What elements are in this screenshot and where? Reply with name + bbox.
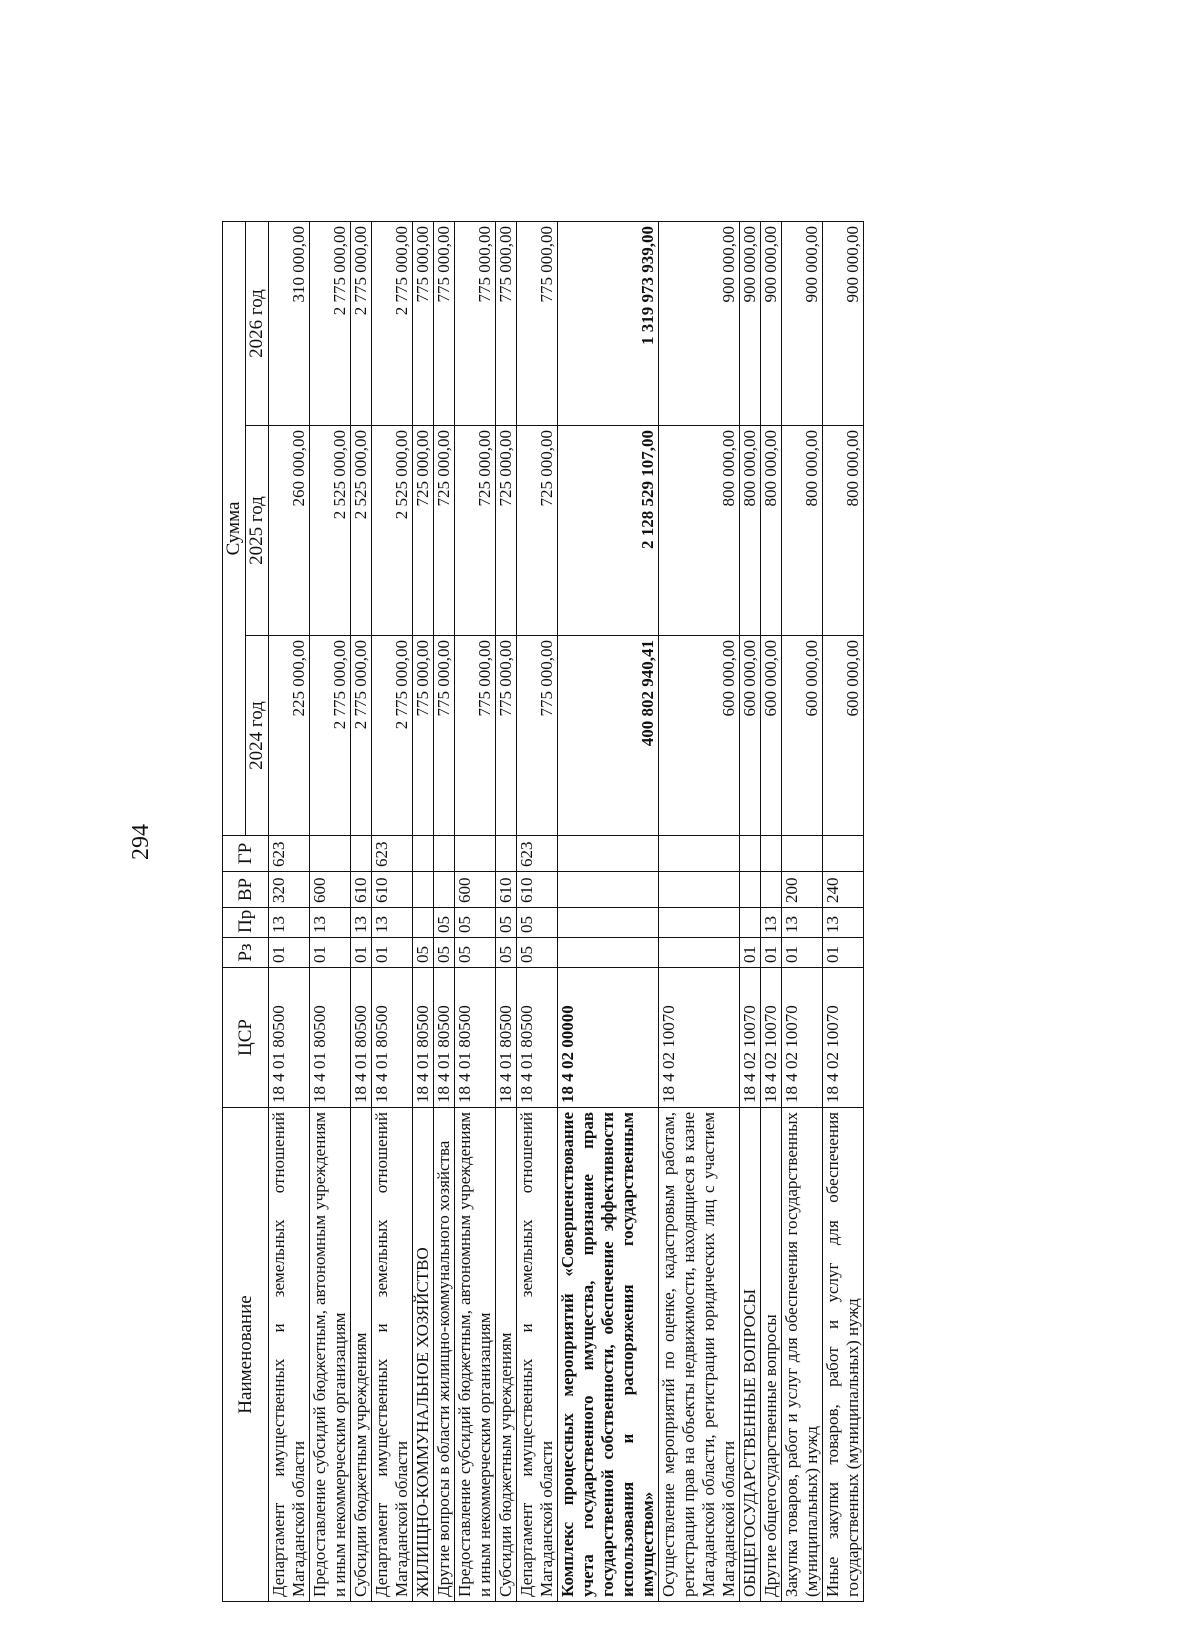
- row-name-cell: Иные закупки товаров, работ и услуг для обеспечения государственных (муниципальных) нужд: [823, 1108, 864, 1602]
- row-csr-cell: 18 4 02 10070: [823, 968, 864, 1108]
- row-gr-cell: [823, 836, 864, 872]
- row-name-cell: Закупка товаров, работ и услуг для обеспечения государственных (муниципальных) нужд: [782, 1108, 823, 1602]
- row-csr-cell: 18 4 01 80500: [372, 968, 413, 1108]
- row-2025-cell: 2 525 000,00: [372, 426, 413, 636]
- row-2026-cell: 2 775 000,00: [372, 222, 413, 426]
- row-rz-cell: 01: [823, 938, 864, 968]
- row-gr-cell: 623: [269, 836, 310, 872]
- row-2026-cell: 900 000,00: [782, 222, 823, 426]
- row-gr-cell: [434, 836, 455, 872]
- row-2024-cell: 600 000,00: [740, 636, 761, 836]
- row-2026-cell: 2 775 000,00: [351, 222, 372, 426]
- row-pr-cell: 05: [434, 908, 455, 938]
- row-2024-cell: 400 802 940,41: [558, 636, 659, 836]
- row-name-cell: Комплекс процессных мероприятий «Совершенствование учета государственного имущества, признание прав государственной собственности, обеспечение эффективности использования и распоряжения государственным имуществом»: [558, 1108, 659, 1602]
- row-name-cell: Другие вопросы в области жилищно-коммунального хозяйства: [434, 1108, 455, 1602]
- header-csr: ЦСР: [223, 968, 269, 1108]
- row-rz-cell: 05: [517, 938, 558, 968]
- row-name-cell: Субсидии бюджетным учреждениям: [496, 1108, 517, 1602]
- table-row: [517, 222, 558, 1602]
- header-name: Наименование: [223, 1108, 269, 1602]
- row-2026-cell: 900 000,00: [740, 222, 761, 426]
- row-name-cell: Предоставление субсидий бюджетным, автономным учреждениям и иным некоммерческим организациям: [455, 1108, 496, 1602]
- row-csr-cell: 18 4 01 80500: [434, 968, 455, 1108]
- row-csr-cell: 18 4 01 80500: [310, 968, 351, 1108]
- row-2024-cell: 775 000,00: [496, 636, 517, 836]
- row-name-cell: Субсидии бюджетным учреждениям: [351, 1108, 372, 1602]
- header-vr: ВР: [223, 872, 269, 908]
- row-csr-cell: 18 4 02 10070: [659, 968, 740, 1108]
- table-body: [269, 222, 864, 1602]
- row-vr-cell: 600: [310, 872, 351, 908]
- row-pr-cell: 05: [517, 908, 558, 938]
- row-vr-cell: [740, 872, 761, 908]
- row-gr-cell: [558, 836, 659, 872]
- row-2024-cell: 2 775 000,00: [372, 636, 413, 836]
- row-2025-cell: 725 000,00: [434, 426, 455, 636]
- row-name-cell: ЖИЛИЩНО-КОММУНАЛЬНОЕ ХОЗЯЙСТВО: [413, 1108, 434, 1602]
- row-gr-cell: [351, 836, 372, 872]
- row-pr-cell: 13: [782, 908, 823, 938]
- table-row: [372, 222, 413, 1602]
- row-gr-cell: [761, 836, 782, 872]
- row-pr-cell: [413, 908, 434, 938]
- row-2024-cell: 600 000,00: [782, 636, 823, 836]
- row-2025-cell: 800 000,00: [761, 426, 782, 636]
- row-pr-cell: 13: [372, 908, 413, 938]
- table-row: [434, 222, 455, 1602]
- row-2026-cell: 2 775 000,00: [310, 222, 351, 426]
- row-vr-cell: 320: [269, 872, 310, 908]
- row-2025-cell: 800 000,00: [782, 426, 823, 636]
- row-rz-cell: 05: [434, 938, 455, 968]
- row-vr-cell: [659, 872, 740, 908]
- row-csr-cell: 18 4 02 10070: [782, 968, 823, 1108]
- row-pr-cell: 13: [823, 908, 864, 938]
- row-gr-cell: [310, 836, 351, 872]
- row-2026-cell: 775 000,00: [434, 222, 455, 426]
- header-2024: 2024 год: [246, 636, 269, 836]
- row-vr-cell: [413, 872, 434, 908]
- row-2026-cell: 1 319 973 939,00: [558, 222, 659, 426]
- row-2024-cell: 2 775 000,00: [310, 636, 351, 836]
- row-rz-cell: 01: [782, 938, 823, 968]
- row-rz-cell: 01: [351, 938, 372, 968]
- row-rz-cell: [659, 938, 740, 968]
- row-name-cell: Осуществление мероприятий по оценке, кадастровым работам, регистрации прав на объекты недвижимости, находящиеся в казне Магаданской области, регистрации юридических лиц с участием Магаданской области: [659, 1108, 740, 1602]
- row-gr-cell: 623: [372, 836, 413, 872]
- row-pr-cell: 13: [269, 908, 310, 938]
- row-2026-cell: 775 000,00: [455, 222, 496, 426]
- row-2024-cell: 600 000,00: [659, 636, 740, 836]
- row-2024-cell: 775 000,00: [455, 636, 496, 836]
- budget-table: [222, 221, 864, 1602]
- table-row: [496, 222, 517, 1602]
- row-csr-cell: 18 4 01 80500: [517, 968, 558, 1108]
- row-csr-cell: 18 4 01 80500: [269, 968, 310, 1108]
- row-vr-cell: [761, 872, 782, 908]
- row-gr-cell: [782, 836, 823, 872]
- row-2024-cell: 600 000,00: [823, 636, 864, 836]
- row-csr-cell: 18 4 02 10070: [761, 968, 782, 1108]
- row-2026-cell: 900 000,00: [659, 222, 740, 426]
- row-2026-cell: 775 000,00: [496, 222, 517, 426]
- table-row: [823, 222, 864, 1602]
- row-vr-cell: 600: [455, 872, 496, 908]
- row-2024-cell: 2 775 000,00: [351, 636, 372, 836]
- row-csr-cell: 18 4 01 80500: [455, 968, 496, 1108]
- row-2024-cell: 600 000,00: [761, 636, 782, 836]
- row-2024-cell: 775 000,00: [413, 636, 434, 836]
- row-vr-cell: 610: [351, 872, 372, 908]
- row-name-cell: Департамент имущественных и земельных отношений Магаданской области: [517, 1108, 558, 1602]
- table-row: [413, 222, 434, 1602]
- row-vr-cell: [558, 872, 659, 908]
- row-2025-cell: 260 000,00: [269, 426, 310, 636]
- row-2025-cell: 725 000,00: [496, 426, 517, 636]
- table-row: [761, 222, 782, 1602]
- row-rz-cell: 05: [413, 938, 434, 968]
- row-2026-cell: 900 000,00: [761, 222, 782, 426]
- row-pr-cell: 13: [351, 908, 372, 938]
- row-name-cell: Департамент имущественных и земельных отношений Магаданской области: [269, 1108, 310, 1602]
- table-row: [269, 222, 310, 1602]
- row-name-cell: Предоставление субсидий бюджетным, автономным учреждениям и иным некоммерческим организациям: [310, 1108, 351, 1602]
- row-pr-cell: 05: [496, 908, 517, 938]
- page-number: 294: [128, 824, 154, 860]
- row-2025-cell: 2 525 000,00: [351, 426, 372, 636]
- row-rz-cell: 01: [310, 938, 351, 968]
- row-csr-cell: 18 4 02 00000: [558, 968, 659, 1108]
- row-gr-cell: [496, 836, 517, 872]
- row-2024-cell: 775 000,00: [517, 636, 558, 836]
- row-2024-cell: 225 000,00: [269, 636, 310, 836]
- row-pr-cell: 13: [310, 908, 351, 938]
- header-pr: Пр: [223, 908, 269, 938]
- row-gr-cell: [659, 836, 740, 872]
- row-rz-cell: 01: [269, 938, 310, 968]
- header-2026: 2026 год: [246, 222, 269, 426]
- table-row: [740, 222, 761, 1602]
- row-csr-cell: 18 4 01 80500: [413, 968, 434, 1108]
- row-vr-cell: 610: [372, 872, 413, 908]
- row-vr-cell: [434, 872, 455, 908]
- row-vr-cell: 240: [823, 872, 864, 908]
- row-pr-cell: 05: [455, 908, 496, 938]
- table-row: [782, 222, 823, 1602]
- row-pr-cell: 13: [761, 908, 782, 938]
- row-2025-cell: 2 525 000,00: [310, 426, 351, 636]
- row-csr-cell: 18 4 01 80500: [496, 968, 517, 1108]
- header-gr: ГР: [223, 836, 269, 872]
- row-2026-cell: 900 000,00: [823, 222, 864, 426]
- row-rz-cell: 01: [372, 938, 413, 968]
- row-rz-cell: 01: [740, 938, 761, 968]
- row-vr-cell: 610: [496, 872, 517, 908]
- row-gr-cell: [413, 836, 434, 872]
- row-pr-cell: [558, 908, 659, 938]
- row-2025-cell: 800 000,00: [659, 426, 740, 636]
- row-2025-cell: 725 000,00: [455, 426, 496, 636]
- table-row: [455, 222, 496, 1602]
- row-vr-cell: 200: [782, 872, 823, 908]
- row-csr-cell: 18 4 01 80500: [351, 968, 372, 1108]
- row-gr-cell: [455, 836, 496, 872]
- row-name-cell: ОБЩЕГОСУДАРСТВЕННЫЕ ВОПРОСЫ: [740, 1108, 761, 1602]
- row-2026-cell: 775 000,00: [413, 222, 434, 426]
- row-2025-cell: 800 000,00: [823, 426, 864, 636]
- row-rz-cell: 01: [761, 938, 782, 968]
- header-sum: Сумма: [223, 222, 246, 836]
- row-rz-cell: 05: [496, 938, 517, 968]
- row-pr-cell: [740, 908, 761, 938]
- header-rz: Рз: [223, 938, 269, 968]
- row-name-cell: Другие общегосударственные вопросы: [761, 1108, 782, 1602]
- header-2025: 2025 год: [246, 426, 269, 636]
- row-2026-cell: 310 000,00: [269, 222, 310, 426]
- row-gr-cell: 623: [517, 836, 558, 872]
- row-2025-cell: 800 000,00: [740, 426, 761, 636]
- row-2025-cell: 725 000,00: [413, 426, 434, 636]
- rotated-budget-table: [222, 222, 1022, 1602]
- table-row: [558, 222, 659, 1602]
- row-rz-cell: 05: [455, 938, 496, 968]
- row-2025-cell: 725 000,00: [517, 426, 558, 636]
- row-2025-cell: 2 128 529 107,00: [558, 426, 659, 636]
- table-row: [310, 222, 351, 1602]
- row-csr-cell: 18 4 02 10070: [740, 968, 761, 1108]
- row-name-cell: Департамент имущественных и земельных отношений Магаданской области: [372, 1108, 413, 1602]
- row-rz-cell: [558, 938, 659, 968]
- row-2024-cell: 775 000,00: [434, 636, 455, 836]
- row-vr-cell: 610: [517, 872, 558, 908]
- row-gr-cell: [740, 836, 761, 872]
- row-2026-cell: 775 000,00: [517, 222, 558, 426]
- table-row: [351, 222, 372, 1602]
- table-row: [659, 222, 740, 1602]
- row-pr-cell: [659, 908, 740, 938]
